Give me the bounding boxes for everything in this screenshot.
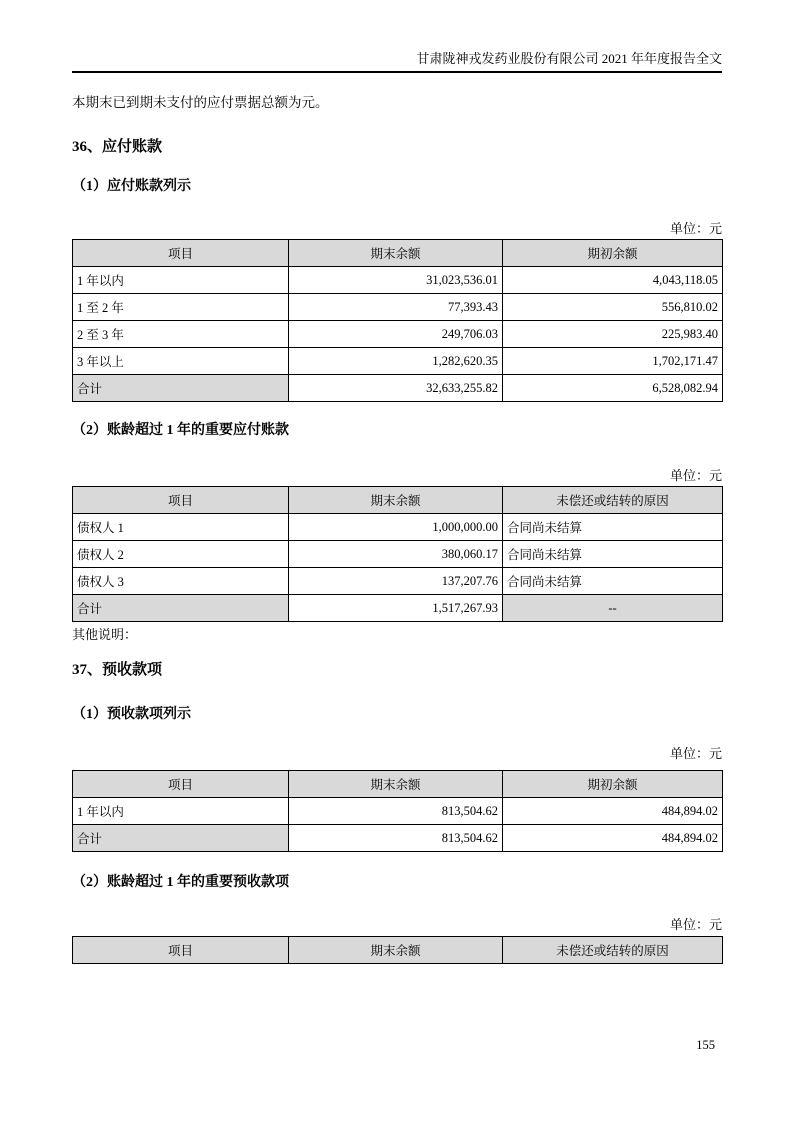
- row-label-cell: 1 至 2 年: [73, 294, 289, 321]
- table-header-cell: 未偿还或结转的原因: [503, 937, 723, 964]
- amount-cell: 77,393.43: [289, 294, 503, 321]
- table-header-cell: 期末余额: [289, 240, 503, 267]
- table-header-cell: 项目: [73, 771, 289, 798]
- amount-cell: 1,517,267.93: [289, 595, 503, 622]
- report-header-title: 甘肃陇神戎发药业股份有限公司 2021 年年度报告全文: [416, 51, 722, 66]
- intro-paragraph: 本期末已到期未支付的应付票据总额为元。: [72, 95, 329, 110]
- row-label-cell: 债权人 1: [73, 514, 289, 541]
- reason-cell: 合同尚未结算: [503, 514, 723, 541]
- table-row: [73, 798, 723, 825]
- table-header-cell: 期末余额: [289, 487, 503, 514]
- section-36-heading: 36、应付账款: [72, 139, 163, 155]
- section-37-1-heading: （1）预收款项列示: [72, 707, 191, 722]
- table-row: [73, 321, 723, 348]
- section-36-1-heading: （1）应付账款列示: [72, 179, 191, 194]
- table-header-row: [73, 771, 723, 798]
- table-row: [73, 541, 723, 568]
- table-total-row: [73, 595, 723, 622]
- unit-label-1: 单位：元: [669, 221, 722, 236]
- total-label-cell: 合计: [73, 595, 289, 622]
- row-label-cell: 债权人 3: [73, 568, 289, 595]
- header-rule: [72, 71, 722, 73]
- table-header-row: [73, 487, 723, 514]
- table-header-cell: 项目: [73, 487, 289, 514]
- unit-label-4: 单位：元: [669, 917, 722, 932]
- amount-cell: 1,702,171.47: [503, 348, 723, 375]
- table-header-cell: 期末余额: [289, 937, 503, 964]
- amount-cell: 6,528,082.94: [503, 375, 723, 402]
- amount-cell: 249,706.03: [289, 321, 503, 348]
- amount-cell: 813,504.62: [289, 825, 503, 852]
- amount-cell: 813,504.62: [289, 798, 503, 825]
- table-row: [73, 348, 723, 375]
- table-header-cell: 期初余额: [503, 240, 723, 267]
- row-label-cell: 债权人 2: [73, 541, 289, 568]
- table-total-row: [73, 375, 723, 402]
- table-header-row: [73, 937, 723, 964]
- table-row: [73, 568, 723, 595]
- section-37-heading: 37、预收款项: [72, 662, 163, 678]
- advances-received-table: [72, 770, 723, 852]
- unit-label-2: 单位：元: [669, 468, 722, 483]
- row-label-cell: 3 年以上: [73, 348, 289, 375]
- other-note: 其他说明：: [72, 627, 138, 642]
- page-number: 155: [696, 1038, 715, 1052]
- row-label-cell: 1 年以内: [73, 798, 289, 825]
- amount-cell: 380,060.17: [289, 541, 503, 568]
- amount-cell: 225,983.40: [503, 321, 723, 348]
- section-37-2-heading: （2）账龄超过 1 年的重要预收款项: [72, 875, 289, 890]
- amount-cell: 1,282,620.35: [289, 348, 503, 375]
- table-header-cell: 项目: [73, 240, 289, 267]
- unit-label-3: 单位：元: [669, 746, 722, 761]
- amount-cell: 484,894.02: [503, 825, 723, 852]
- amount-cell: 137,207.76: [289, 568, 503, 595]
- total-label-cell: 合计: [73, 825, 289, 852]
- payables-aging-table: [72, 239, 723, 402]
- table-row: [73, 514, 723, 541]
- amount-cell: 32,633,255.82: [289, 375, 503, 402]
- amount-cell: 1,000,000.00: [289, 514, 503, 541]
- table-header-cell: 未偿还或结转的原因: [503, 487, 723, 514]
- reason-cell: --: [503, 595, 723, 622]
- amount-cell: 484,894.02: [503, 798, 723, 825]
- table-header-cell: 期末余额: [289, 771, 503, 798]
- total-label-cell: 合计: [73, 375, 289, 402]
- amount-cell: 556,810.02: [503, 294, 723, 321]
- table-row: [73, 294, 723, 321]
- reason-cell: 合同尚未结算: [503, 541, 723, 568]
- important-advances-table: [72, 936, 723, 964]
- table-header-row: [73, 240, 723, 267]
- table-header-cell: 期初余额: [503, 771, 723, 798]
- section-36-2-heading: （2）账龄超过 1 年的重要应付账款: [72, 423, 289, 438]
- reason-cell: 合同尚未结算: [503, 568, 723, 595]
- table-row: [73, 267, 723, 294]
- table-header-cell: 项目: [73, 937, 289, 964]
- row-label-cell: 1 年以内: [73, 267, 289, 294]
- table-total-row: [73, 825, 723, 852]
- row-label-cell: 2 至 3 年: [73, 321, 289, 348]
- amount-cell: 31,023,536.01: [289, 267, 503, 294]
- important-payables-table: [72, 486, 723, 622]
- amount-cell: 4,043,118.05: [503, 267, 723, 294]
